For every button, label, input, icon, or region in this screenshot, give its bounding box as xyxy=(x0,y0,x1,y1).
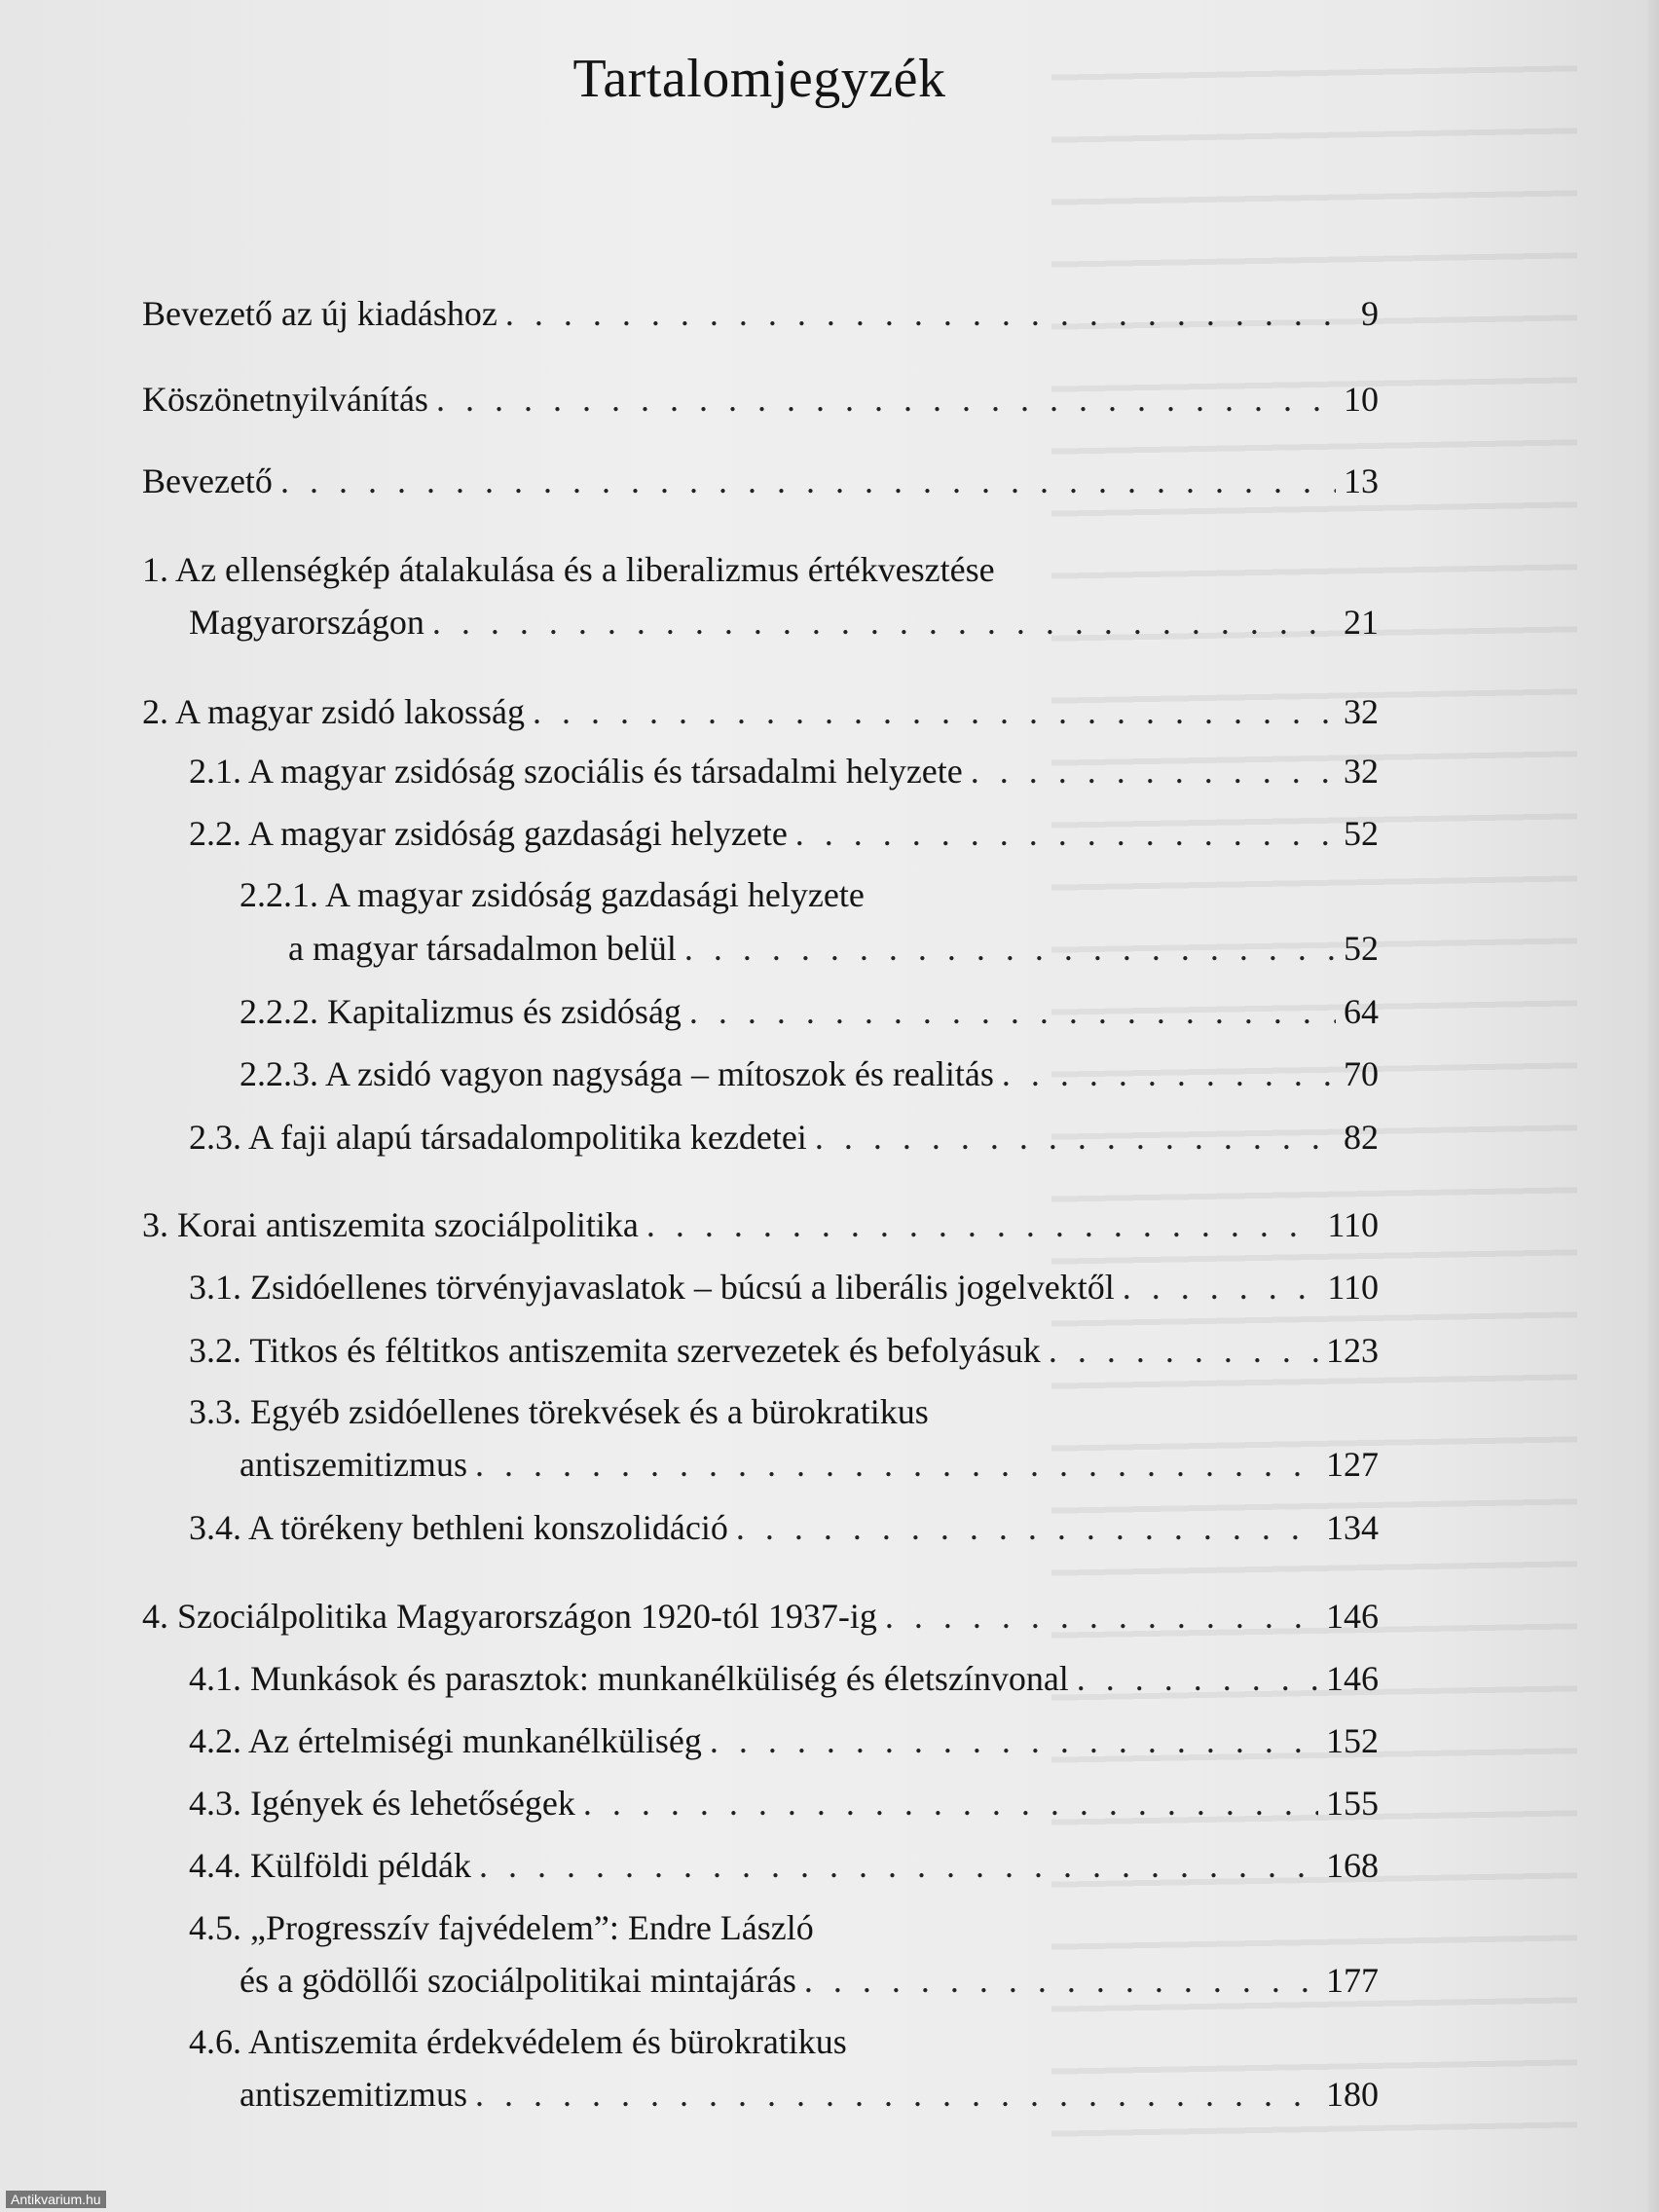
dot-leader xyxy=(475,1443,1318,1486)
toc-entry-page: 110 xyxy=(1327,1205,1379,1244)
page-edge xyxy=(1647,0,1659,2212)
toc-entry-page: 146 xyxy=(1326,1597,1379,1636)
dot-leader xyxy=(432,601,1336,644)
toc-entry-label: 4. Szociálpolitika Magyarországon 1920-tól 1937-ig xyxy=(142,1597,877,1636)
toc-entry-page: 70 xyxy=(1344,1054,1379,1093)
toc-entry-page: 123 xyxy=(1326,1331,1379,1370)
toc-entry-page: 52 xyxy=(1344,929,1379,968)
dot-leader xyxy=(710,1719,1318,1762)
toc-entry xyxy=(189,1116,1379,1159)
toc-entry xyxy=(142,460,1379,502)
toc-entry-label: 2.2.3. A zsidó vagyon nagysága – mítoszok és realitás xyxy=(240,1054,994,1093)
toc-entry xyxy=(189,1329,1379,1372)
toc-entry-label: 3.1. Zsidóellenes törvényjavaslatok – búcsú a liberális jogelvektől xyxy=(189,1268,1115,1307)
dot-leader xyxy=(736,1506,1318,1549)
toc-entry xyxy=(189,601,1379,644)
dot-leader xyxy=(815,1116,1336,1159)
toc-entry-label: a magyar társadalmon belül xyxy=(288,929,677,968)
dot-leader xyxy=(475,2073,1318,2116)
dot-leader xyxy=(533,690,1336,733)
dot-leader xyxy=(804,1959,1318,2002)
toc-entry xyxy=(142,292,1379,335)
toc-entry-label: 2.2. A magyar zsidóság gazdasági helyzete xyxy=(189,814,788,853)
dot-leader xyxy=(1077,1657,1318,1700)
toc-entry-label-line1: 4.6. Antiszemita érdekvédelem és bürokratikus xyxy=(189,2022,847,2061)
toc-entry xyxy=(142,1595,1379,1638)
toc-entry xyxy=(240,1959,1379,2002)
toc-entry-page: 146 xyxy=(1326,1659,1379,1698)
toc-entry xyxy=(240,1443,1379,1486)
toc-entry-page: 155 xyxy=(1326,1784,1379,1823)
toc-entry-label: 3. Korai antiszemita szociálpolitika xyxy=(142,1205,639,1244)
dot-leader xyxy=(505,292,1353,335)
toc-entry-label: 3.4. A törékeny bethleni konszolidáció xyxy=(189,1508,728,1547)
dot-leader xyxy=(1002,1052,1336,1095)
toc-entry-page: 82 xyxy=(1344,1118,1379,1157)
dot-leader xyxy=(280,460,1336,502)
toc-entry xyxy=(189,1782,1379,1825)
toc-entry xyxy=(142,1203,1379,1246)
toc-entry-label: Magyarországon xyxy=(189,603,424,642)
dot-leader xyxy=(1123,1266,1320,1309)
dot-leader xyxy=(1049,1329,1318,1372)
dot-leader xyxy=(971,750,1336,793)
toc-entry xyxy=(189,1844,1379,1887)
toc-entry-label: Bevezető xyxy=(142,461,273,500)
toc-entry-page: 13 xyxy=(1344,461,1379,500)
toc-entry-page: 21 xyxy=(1344,603,1379,642)
toc-entry-label: Bevezető az új kiadáshoz xyxy=(142,294,498,333)
toc-entry-page: 127 xyxy=(1326,1445,1379,1484)
table-of-contents xyxy=(142,0,1388,2212)
toc-entry xyxy=(189,1719,1379,1762)
toc-entry-label: antiszemitizmus xyxy=(240,1445,467,1484)
toc-entry-page: 10 xyxy=(1344,380,1379,419)
toc-entry-label: 4.3. Igények és lehetőségek xyxy=(189,1784,575,1823)
toc-entry xyxy=(189,1266,1379,1309)
toc-entry xyxy=(189,812,1379,855)
page-title: Tartalomjegyzék xyxy=(572,49,946,109)
toc-entry-label: 3.2. Titkos és féltitkos antiszemita szervezetek és befolyásuk xyxy=(189,1331,1041,1370)
dot-leader xyxy=(479,1844,1318,1887)
toc-entry-page: 180 xyxy=(1326,2075,1379,2114)
toc-entry xyxy=(288,927,1379,970)
dot-leader xyxy=(646,1203,1319,1246)
toc-entry xyxy=(189,1657,1379,1700)
toc-entry-label: 4.4. Külföldi példák xyxy=(189,1846,471,1885)
toc-entry-label: 4.1. Munkások és parasztok: munkanélküliség és életszínvonal xyxy=(189,1659,1069,1698)
dot-leader xyxy=(885,1595,1318,1638)
toc-entry xyxy=(142,378,1379,421)
dot-leader xyxy=(684,927,1336,970)
toc-entry xyxy=(189,1506,1379,1549)
toc-entry-label: 2.2.2. Kapitalizmus és zsidóság xyxy=(240,992,682,1031)
toc-entry-label-line1: 1. Az ellenségkép átalakulása és a liberalizmus értékvesztése xyxy=(142,550,995,589)
toc-entry xyxy=(240,2073,1379,2116)
toc-entry-label-line1: 2.2.1. A magyar zsidóság gazdasági helyzete xyxy=(240,875,865,914)
toc-entry xyxy=(240,1052,1379,1095)
toc-entry-label: antiszemitizmus xyxy=(240,2075,467,2114)
toc-entry-label: és a gödöllői szociálpolitikai mintajárás xyxy=(240,1961,796,2000)
toc-entry-page: 64 xyxy=(1344,992,1379,1031)
toc-entry-page: 9 xyxy=(1361,294,1379,333)
toc-entry xyxy=(189,750,1379,793)
toc-entry-label-line1: 3.3. Egyéb zsidóellenes törekvések és a bürokratikus xyxy=(189,1392,929,1431)
dot-leader xyxy=(795,812,1336,855)
toc-entry-page: 152 xyxy=(1326,1721,1379,1760)
toc-entry-page: 177 xyxy=(1326,1961,1379,2000)
toc-entry xyxy=(142,690,1379,733)
toc-entry-page: 168 xyxy=(1326,1846,1379,1885)
toc-entry-label: 2.1. A magyar zsidóság szociális és társadalmi helyzete xyxy=(189,752,963,791)
dot-leader xyxy=(436,378,1336,421)
toc-entry xyxy=(240,990,1379,1033)
toc-entry-label: 2.3. A faji alapú társadalompolitika kezdetei xyxy=(189,1118,807,1157)
watermark-label: Antikvarium.hu xyxy=(6,2191,106,2208)
toc-entry-page: 32 xyxy=(1344,752,1379,791)
toc-entry-page: 52 xyxy=(1344,814,1379,853)
dot-leader xyxy=(583,1782,1318,1825)
toc-entry-page: 32 xyxy=(1344,692,1379,731)
toc-entry-page: 134 xyxy=(1326,1508,1379,1547)
toc-entry-label: 2. A magyar zsidó lakosság xyxy=(142,692,525,731)
toc-entry-label: Köszönetnyilvánítás xyxy=(142,380,428,419)
dot-leader xyxy=(689,990,1336,1033)
toc-entry-page: 110 xyxy=(1327,1268,1379,1307)
toc-entry-label-line1: 4.5. „Progresszív fajvédelem”: Endre László xyxy=(189,1908,814,1947)
toc-entry-label: 4.2. Az értelmiségi munkanélküliség xyxy=(189,1721,702,1760)
